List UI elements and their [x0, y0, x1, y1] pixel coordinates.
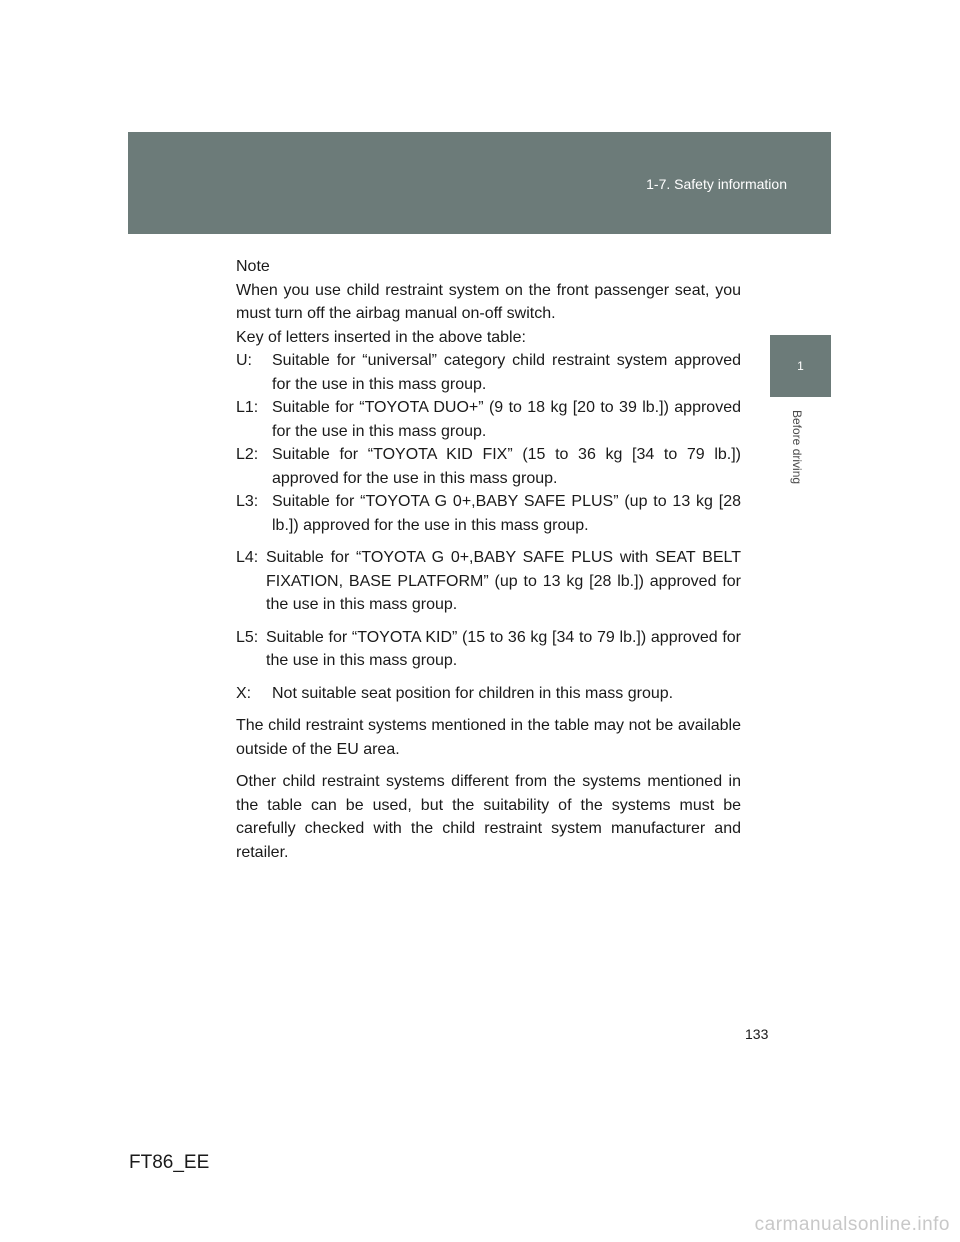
paragraph-availability: The child restraint systems mentioned in the table may not be available outside of the EU area.	[236, 717, 741, 758]
doc-code: FT86_EE	[129, 1152, 210, 1173]
page-content	[236, 255, 741, 864]
key-text: Suitable for “TOYOTA KID FIX” (15 to 36 kg [34 to 79 lb.]) approved for the use in this mass group.	[272, 446, 741, 487]
key-letter: L3:	[236, 493, 259, 510]
key-item-u	[236, 349, 741, 396]
page-number: 133	[745, 1026, 769, 1042]
key-text: Suitable for “universal” category child restraint system approved for the use in this mass group.	[272, 352, 741, 393]
header-band	[128, 132, 831, 234]
key-letter: L1:	[236, 399, 259, 416]
note-heading: Note	[236, 258, 270, 275]
key-letter: U:	[236, 352, 252, 369]
key-letter: L2:	[236, 446, 259, 463]
key-letter: L5:	[236, 628, 259, 646]
key-item-l5	[236, 626, 741, 673]
chapter-tab	[770, 335, 831, 397]
key-item-l1	[236, 396, 741, 443]
key-text: Not suitable seat position for children in this mass group.	[272, 684, 674, 702]
key-text: Suitable for “TOYOTA G 0+,BABY SAFE PLUS with SEAT BELT FIXATION, BASE PLATFORM” (up to 13 kg [28 lb.]) approved for the use in this mass group.	[266, 549, 741, 613]
chapter-label: Before driving	[790, 410, 804, 485]
chapter-number: 1	[797, 359, 804, 373]
key-text: Suitable for “TOYOTA KID” (15 to 36 kg [34 to 79 lb.]) approved for the use in this mass group.	[266, 628, 741, 669]
key-letter: L4:	[236, 549, 259, 566]
key-item-l2	[236, 443, 741, 490]
key-letter: X:	[236, 684, 252, 702]
watermark: carmanualsonline.info	[754, 1214, 950, 1235]
key-text: Suitable for “TOYOTA G 0+,BABY SAFE PLUS” (up to 13 kg [28 lb.]) approved for the use in this mass group.	[272, 493, 741, 534]
section-title: 1-7. Safety information	[646, 176, 787, 192]
key-item-l3	[236, 490, 741, 537]
key-text: Suitable for “TOYOTA DUO+” (9 to 18 kg [20 to 39 lb.]) approved for the use in this mass group.	[272, 399, 741, 440]
key-item-x	[236, 682, 741, 706]
paragraph-other-systems: Other child restraint systems different from the systems mentioned in the table can be used, but the suitability of the systems must be carefully checked with the child restraint system manufacturer and retailer.	[236, 773, 741, 861]
note-text: When you use child restraint system on the front passenger seat, you must turn off the airbag manual on-off switch.	[236, 281, 741, 322]
key-heading: Key of letters inserted in the above table:	[236, 328, 526, 346]
key-item-l4	[236, 546, 741, 617]
